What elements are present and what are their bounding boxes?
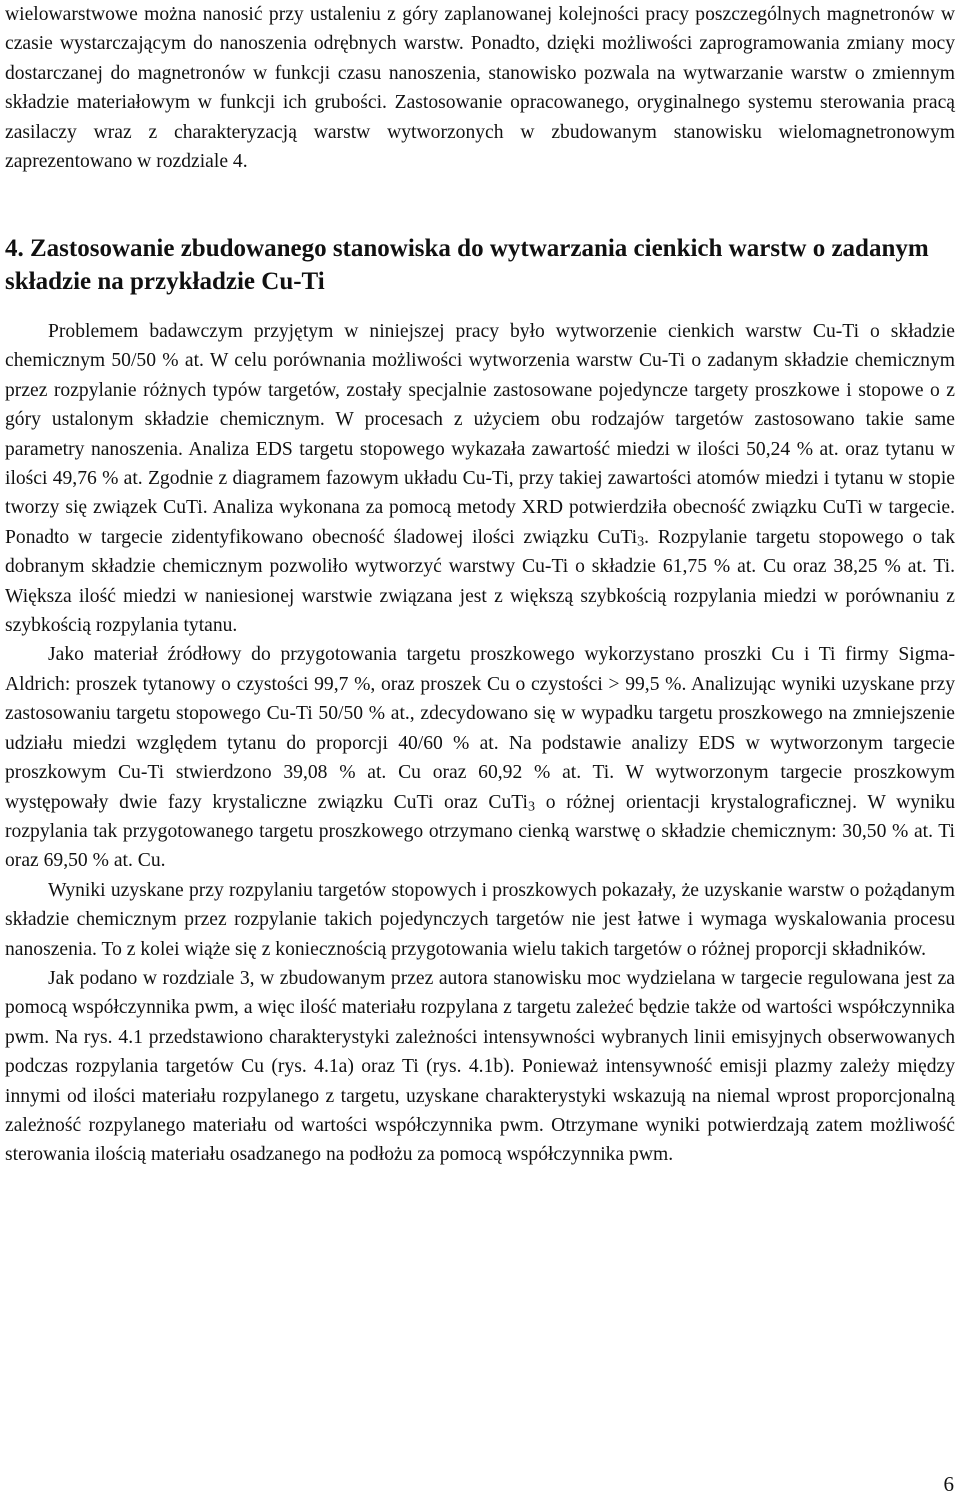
paragraph-text: Jako materiał źródłowy do przygotowania targetu proszkowego wykorzystano proszki Cu i Ti firmy Sigma-Aldrich: proszek tytanowy o czystości 99,7 %, oraz proszek Cu o czystości > 99,5 %. Analizując wyniki uzyskane przy zastosowaniu targetu stopowego Cu-Ti 50/50 % at., zdecydowano się w wypadku targetu proszkowego na zmniejszenie udziału miedzi względem tytanu do proporcji 40/60 % at. Na podstawie analizy EDS w wytworzonym targecie proszkowym Cu-Ti stwierdzono 39,08 % at. Cu oraz 60,92 % at. Ti. W wytworzonym targecie proszkowym występowały dwie fazy krystaliczne związku CuTi oraz CuTi	[5, 644, 955, 813]
paragraph-text: o różnej orientacji krystalograficznej. W wyniku rozpylania tak przygotowanego targetu proszkowego otrzymano cienką warstwę o składzie chemicznym: 30,50 % at. Ti oraz 69,50 % at. Cu.	[5, 791, 955, 872]
paragraph-pwm-control: Jak podano w rozdziale 3, w zbudowanym przez autora stanowisku moc wydzielana w targecie regulowana jest za pomocą współczynnika pwm, a więc ilość materiału rozpylana z targetu zależeć będzie także od wartości współczynnika pwm. Na rys. 4.1 przedstawiono charakterystyki zależności intensywności wybranych linii emisyjnych obserwowanych podczas rozpylania targetów Cu (rys. 4.1a) oraz Ti (rys. 4.1b). Ponieważ intensywność emisji plazmy zależy między innymi od ilości materiału rozpylanego z targetu, uzyskane charakterystyki wskazują na niemal wprost proporcjonalną zależność rozpylanego materiału od wartości współczynnika pwm. Otrzymane wyniki potwierdzają zatem możliwość sterowania ilością materiału osadzanego na podłożu za pomocą współczynnika pwm.	[5, 967, 955, 1166]
paragraph-results-summary: Wyniki uzyskane przy rozpylaniu targetów stopowych i proszkowych pokazały, że uzyskanie warstw o pożądanym składzie chemicznym przez rozpylanie takich pojedynczych targetów nie jest łatwe i wymaga wyskalowania procesu nanoszenia. To z kolei wiąże się z koniecznością przygotowania wielu takich targetów o różnej proporcji składników.	[5, 879, 955, 960]
paragraph-powder-target	[5, 640, 955, 875]
paragraph-problem-statement	[5, 317, 955, 640]
section-heading: 4. Zastosowanie zbudowanego stanowiska do wytwarzania cienkich warstw o zadanym składzie na przykładzie Cu-Ti	[5, 235, 929, 295]
paragraph-text: Problemem badawczym przyjętym w niniejszej pracy było wytworzenie cienkich warstw Cu-Ti o składzie chemicznym 50/50 % at. W celu porównania możliwości wytworzenia warstw Cu-Ti o zadanym składzie chemicznym przez rozpylanie różnych typów targetów, zostały specjalnie zastosowane pojedyncze targety proszkowe i stopowe o z góry ustalonym składzie chemicznym. W procesach z użyciem obu rodzajów targetów zastosowano takie same parametry nanoszenia. Analiza EDS targetu stopowego wykazała zawartość miedzi w ilości 50,24 % at. oraz tytanu w ilości 49,76 % at. Zgodnie z diagramem fazowym układu Cu-Ti, przy takiej zawartości atomów miedzi i tytanu w stopie tworzy się związek CuTi. Analiza wykonana za pomocą metody XRD potwierdziła obecność związku CuTi w targecie. Ponadto w targecie zidentyfikowano obecność śladowej ilości związku CuTi	[5, 321, 955, 548]
paragraph-text: . Rozpylanie targetu stopowego o tak dobranym składzie chemicznym pozwoliło wytworzyć warstwy Cu-Ti o składzie 61,75 % at. Cu oraz 38,25 % at. Ti. Większa ilość miedzi w naniesionej warstwie związana jest z większą szybkością rozpylania miedzi w porównaniu z szybkością rozpylania tytanu.	[5, 526, 955, 637]
intro-paragraph: wielowarstwowe można nanosić przy ustaleniu z góry zaplanowanej kolejności pracy poszczególnych magnetronów w czasie wystarczającym do nanoszenia odrębnych warstw. Ponadto, dzięki możliwości zaprogramowania zmiany mocy dostarczanej do magnetronów w funkcji czasu nanoszenia, stanowisko pozwala na wytwarzanie warstw o zmiennym składzie materiałowym w funkcji ich grubości. Zastosowanie opracowanego, oryginalnego systemu sterowania pracą zasilaczy wraz z charakteryzacją warstw wytworzonych w zbudowanym stanowisku wielomagnetronowym zaprezentowano w rozdziale 4.	[5, 4, 955, 173]
subscript-three: 3	[528, 798, 536, 815]
section-body	[5, 317, 955, 1170]
subscript-three: 3	[637, 533, 645, 550]
page-number: 6	[943, 1472, 954, 1496]
